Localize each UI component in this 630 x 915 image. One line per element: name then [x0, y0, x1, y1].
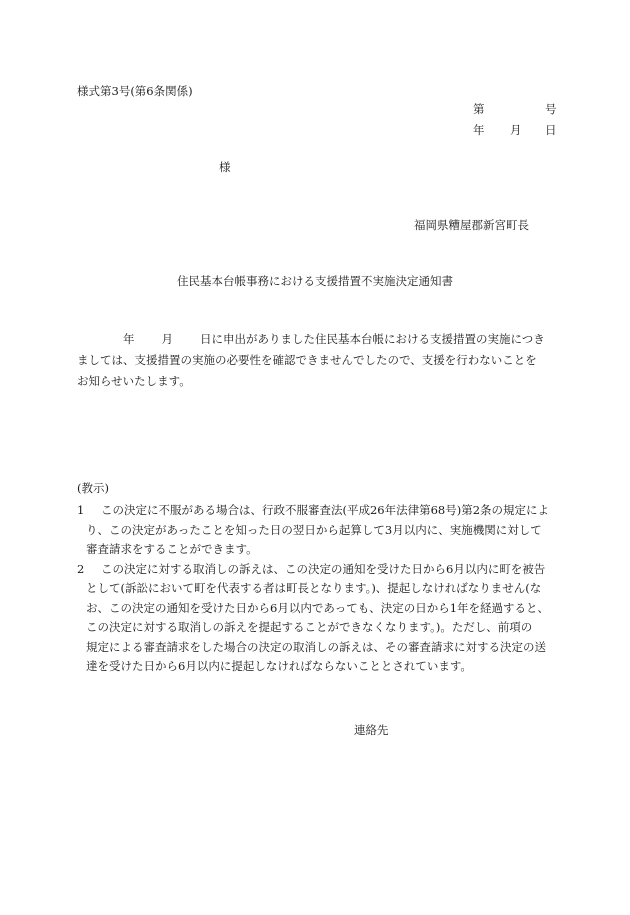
- notice-line: 審査請求をすることができます。: [86, 542, 258, 556]
- document-title: 住民基本台帳事務における支援措置不実施決定通知書: [177, 274, 453, 288]
- body-paragraph: [77, 329, 557, 392]
- issue-date-year: 年: [473, 123, 485, 137]
- notice-item-number: 2: [77, 561, 85, 576]
- notice-line: この決定に対する取消しの訴えを提起することができなくなります。)。ただし、前項の: [86, 620, 533, 634]
- notice-list: [77, 501, 567, 677]
- notice-line-text: この決定に対する取消しの訴えは、この決定の通知を受けた日から6月以内に町を被告: [101, 561, 546, 576]
- notice-line: [77, 501, 567, 521]
- notice-line: として(訴訟において町を代表する者は町長となります。)、提起しなければなりません(な: [86, 581, 542, 595]
- notice-line: お、この決定の通知を受けた日から6月以内であっても、決定の日から1年を経過すると、: [86, 600, 550, 615]
- notice-line: り、この決定があったことを知った日の翌日から起算して3月以内に、実施機関に対して: [86, 522, 542, 537]
- body-date-month: 月: [161, 332, 173, 346]
- body-line: [77, 329, 557, 350]
- issue-date-day: 日: [545, 123, 557, 137]
- notice-line: 達を受けた日から6月以内に提起しなければならないこととされています。: [86, 659, 472, 673]
- notice-line: 規定による審査請求をした場合の決定の取消しの訴えは、その審査請求に対する決定の送: [86, 639, 546, 654]
- notice-item: [77, 501, 567, 560]
- issuer-name: 福岡県糟屋郡新宮町長: [414, 218, 529, 232]
- contact-label: 連絡先: [354, 723, 389, 737]
- recipient-honorific: 様: [219, 160, 231, 174]
- notice-item: [77, 560, 567, 677]
- notice-line-text: この決定に不服がある場合は、行政不服審査法(平成26年法律第68号)第2条の規定によ: [101, 503, 550, 517]
- issue-date-month: 月: [510, 123, 522, 137]
- body-date-year: 年: [123, 332, 135, 346]
- doc-number-suffix: 号: [545, 102, 557, 116]
- notice-label: (教示): [77, 481, 109, 495]
- body-line: ましては、支援措置の実施の必要性を確認できませんでしたので、支援を行わないことを: [77, 353, 537, 367]
- body-line-1-rest: 日に申出がありました住民基本台帳における支援措置の実施につき: [200, 332, 545, 346]
- doc-number-prefix: 第: [473, 102, 485, 116]
- notice-line: [77, 560, 567, 580]
- body-line: お知らせいたします。: [77, 374, 191, 388]
- form-number: 様式第3号(第6条関係): [77, 84, 193, 98]
- notice-item-number: 1: [77, 503, 85, 517]
